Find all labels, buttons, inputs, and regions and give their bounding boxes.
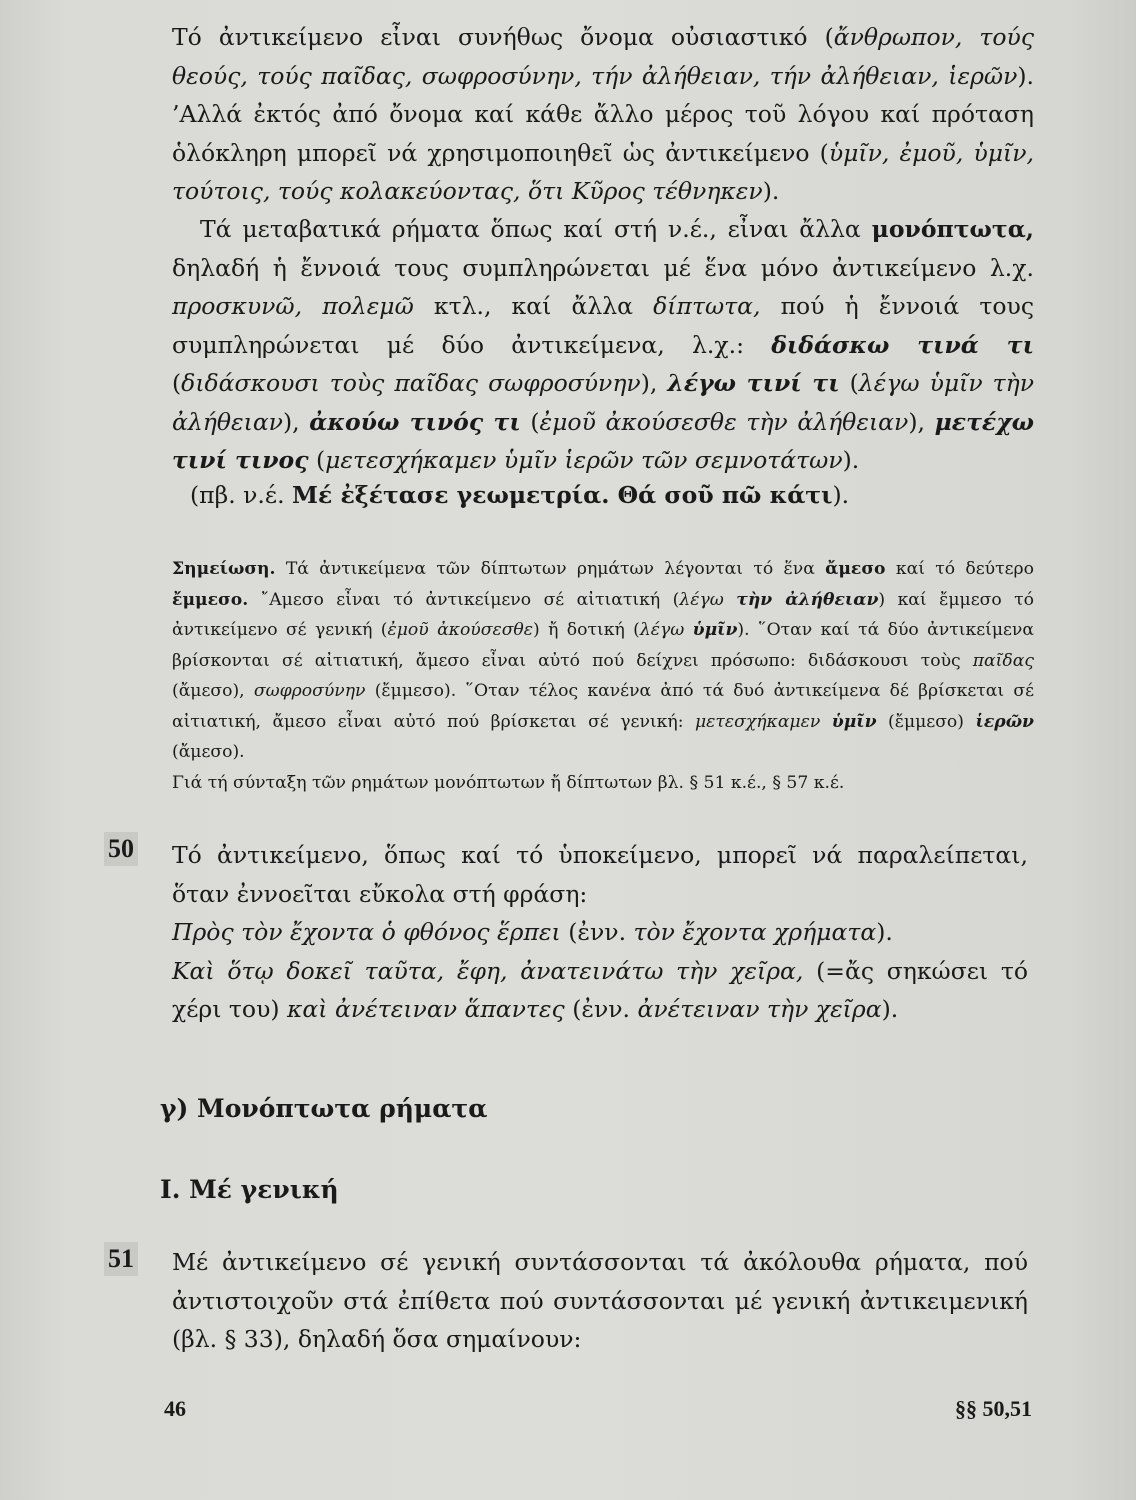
section-50-text: Τό ἀντικείμενο, ὅπως καί τό ὑποκείμενο, μπορεῖ νά παραλείπεται, ὅταν ἐννοεῖται εὔκολα στή φράση: Πρὸς τὸν ἔχοντα ὁ φθόνος ἕρπει (ἐνν. τὸν ἔχοντα χρήματα). Καὶ ὅτῳ δοκεῖ ταῦτα, ἔφη, ἀνατεινάτω τὴν χεῖρα, (=ἄς σηκώσει τό χέρι του) καὶ ἀνέτειναν ἅπαντες (ἐνν. ἀνέτειναν τὴν χεῖρα).: [172, 836, 1028, 1029]
example-2: Καὶ ὅτῳ δοκεῖ ταῦτα, ἔφη, ἀνατεινάτω τὴν χεῖρα, (=ἄς σηκώσει τό χέρι του) καὶ ἀνέτειναν ἅπαντες (ἐνν. ἀνέτειναν τὴν χεῖρα).: [172, 956, 1028, 1023]
section-number-51: 51: [104, 1242, 138, 1276]
note-label: Σημείωση.: [172, 559, 276, 579]
section-51-text: Μέ ἀντικείμενο σέ γενική συντάσσονται τά ἀκόλουθα ρήματα, πού ἀντιστοιχοῦν στά ἐπίθετα πού συντάσσονται μέ γενική ἀντικειμενική (βλ. § 33), δηλαδή ὅσα σημαίνουν:: [172, 1248, 1028, 1353]
paragraph-transitive-verbs: Τά μεταβατικά ρήματα ὅπως καί στή ν.έ., εἶναι ἄλλα μονόπτωτα, δηλαδή ἡ ἔννοιά τους συμπληρώνεται μέ ἕνα μόνο ἀντικείμενο λ.χ. προσκυνῶ, πολεμῶ κτλ., καί ἄλλα δίπτωτα, πού ἡ ἔννοιά τους συμπληρώνεται μέ δύο ἀντικείμενα, λ.χ.: διδάσκω τινά τι (διδάσκουσι τοὺς παῖδας σωφροσύνην), λέγω τινί τι (λέγω ὑμῖν τὴν ἀλήθειαν), ἀκούω τινός τι (ἐμοῦ ἀκούσεσθε τὴν ἀλήθειαν), μετέχω τινί τινος (μετεσχήκαμεν ὑμῖν ἱερῶν τῶν σεμνοτάτων).: [172, 215, 1035, 474]
note-crossref: Γιά τή σύνταξη τῶν ρημάτων μονόπτωτων ἤ δίπτωτων βλ. § 51 κ.έ., § 57 κ.έ.: [172, 773, 845, 793]
page-number: 46: [164, 1396, 186, 1421]
section-range: §§ 50,51: [955, 1396, 1032, 1421]
example-1: Πρὸς τὸν ἔχοντα ὁ φθόνος ἕρπει (ἐνν. τὸν ἔχοντα χρήματα).: [172, 918, 893, 946]
paragraph-modern-greek-comparison: (πβ. ν.έ. Μέ ἐξέτασε γεωμετρία. Θά σοῦ πῶ κάτι).: [190, 481, 850, 509]
paragraph-object-definition: Τό ἀντικείμενο εἶναι συνήθως ὄνομα οὐσιαστικό (ἄνθρωπον, τούς θεούς, τούς παῖδας, σωφροσύνην, τήν ἀλήθειαν, τήν ἀλήθειαν, ἱερῶν). ’Αλλά ἐκτός ἀπό ὄνομα καί κάθε ἄλλο μέρος τοῦ λόγου καί πρόταση ὁλόκληρη μπορεῖ νά χρησιμοποιηθεῖ ὡς ἀντικείμενο (ὑμῖν, ἐμοῦ, ὑμῖν, τούτοις, τούς κολακεύοντας, ὅτι Κῦρος τέθνηκεν).: [172, 23, 1034, 205]
section-number-50: 50: [104, 832, 138, 866]
note-block: Σημείωση. Τά ἀντικείμενα τῶν δίπτωτων ρημάτων λέγονται τό ἕνα ἄμεσο καί τό δεύτερο ἔμμεσο. ῎Αμεσο εἶναι τό ἀντικείμενο σέ αἰτιατική (λέγω τὴν ἀλήθειαν) καί ἔμμεσο τό ἀντικείμενο σέ γενική (ἐμοῦ ἀκούσεσθε) ἤ δοτική (λέγω ὑμῖν). ῞Οταν καί τά δύο ἀντικείμενα βρίσκονται σέ αἰτιατική, ἄμεσο εἶναι αὐτό πού δείχνει πρόσωπο: διδάσκουσι τοὺς παῖδας (ἄμεσο), σωφροσύνην (ἔμμεσο). ῞Οταν τέλος κανένα ἀπό τά δυό ἀντικείμενα δέ βρίσκεται σέ αἰτιατική, ἄμεσο εἶναι αὐτό πού βρίσκεται σέ γενική: μετεσχήκαμεν ὑμῖν (ἔμμεσο) ἱερῶν (ἄμεσο).: [172, 559, 1035, 762]
heading-genitive: I. Μέ γενική: [160, 1175, 339, 1204]
heading-monoptota: γ) Μονόπτωτα ρήματα: [160, 1094, 488, 1123]
